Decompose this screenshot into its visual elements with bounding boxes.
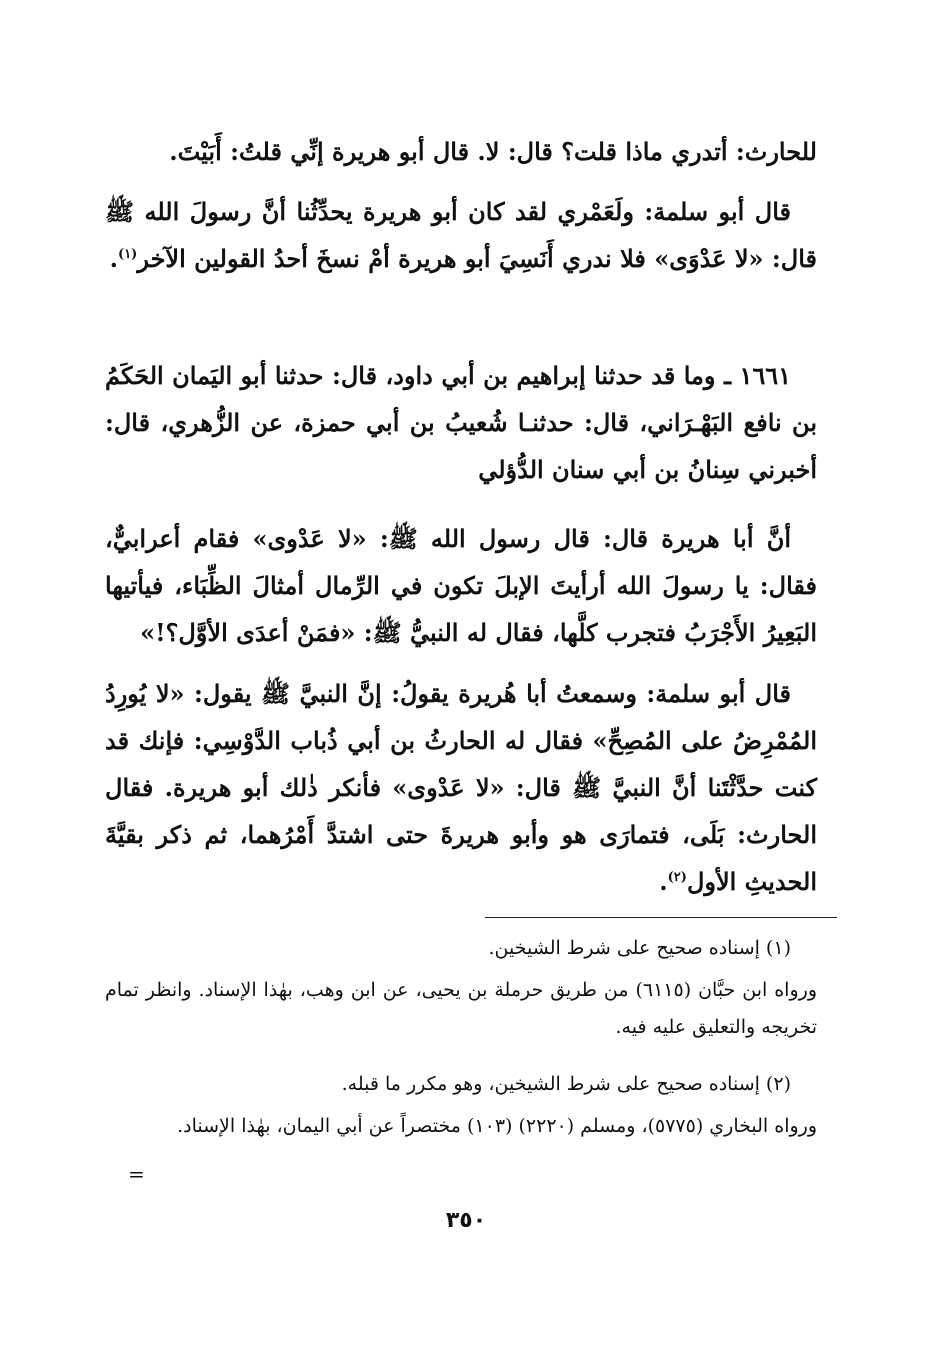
paragraph-1-text: للحارث: أتدري ماذا قلت؟ قال: لا. قال أبو هريرة إنِّي قلتُ: أَبَيْتَ. [169,137,817,166]
paragraph-2-text: قال أبو سلمة: ولَعَمْري لقد كان أبو هريرة يحدِّثُنا أنَّ رسولَ الله ﷺ قال: «لا عَدْوَى» فلا ندري أَنَسِيَ أبو هريرة أمْ نسخَ أحدُ القولين الآخر [105,197,817,273]
paragraph-4-text: أنَّ أبا هريرة قال: قال رسول الله ﷺ: «لا عَدْوى» فقام أعرابيٌّ، فقال: يا رسولَ الله أرأيتَ الإبلَ تكون في الرِّمال أمثالَ الظِّبَاء، فيأتيها البَعِيرُ الأَجْرَبُ فتجرب كلَّها، فقال له النبيُّ ﷺ: «فمَنْ أعدَى الأوَّل؟!» [105,524,817,647]
footnote-1-text: (١) إسناده صحيح على شرط الشيخين. [488,937,791,959]
footnote-2-detail [105,1108,817,1145]
paragraph-2: قال أبو سلمة: ولَعَمْري لقد كان أبو هريرة يحدِّثُنا أنَّ رسولَ الله ﷺ قال: «لا عَدْوَى» فلا ندري أَنَسِيَ أبو هريرة أمْ نسخَ أحدُ القولين الآخر$^{(١)}$. [105,197,817,273]
footnote-ref-2: (٢) [667,870,687,885]
paragraph-hadith-1661 [105,352,817,493]
footnote-2 [105,1066,817,1103]
paragraph-3-text: ١٦٦١ ـ وما قد حدثنا إبراهيم بن أبي داود، قال: حدثنا أبو اليَمان الحَكَمُ بن نافع البَهْـرَاني، قال: حدثنـا شُعيبُ بن أبي حمزة، عن الزُّهري، قال: أخبرني سِنانُ بن أبي سنان الدُّؤلي [105,361,817,484]
footnote-ref-1: (١) [118,247,138,262]
page-number: ٣٥٠ [445,1208,487,1233]
paragraph-5-text: قال أبو سلمة: وسمعتُ أبا هُريرة يقولُ: إنَّ النبيَّ ﷺ يقول: «لا يُورِدُ المُمْرِضُ على المُصِحِّ» فقال له الحارثُ بن أبي ذُباب الدَّوْسِي: فإنك قد كنت حدَّثْتَنا أنَّ النبيَّ ﷺ قال: «لا عَدْوى» فأنكر ذٰلك أبو هريرة. فقال الحارث: بَلَى، فتمارَى هو وأبو هريرةَ حتى اشتدَّ أَمْرُهما، ثم ذكر بقيَّةَ الحديثِ الأول [105,679,817,896]
paragraph-1 [105,128,817,175]
footnote-1-detail [105,972,817,1046]
footnote-1-detail-text: ورواه ابن حبَّان (٦١١٥) من طريق حرملة بن يحيى، عن ابن وهب، بهٰذا الإسناد. وانظر تمام تخريجه والتعليق عليه فيه. [105,979,817,1038]
paragraph-5: قال أبو سلمة: وسمعتُ أبا هُريرة يقولُ: إنَّ النبيَّ ﷺ يقول: «لا يُورِدُ المُمْرِضُ على المُصِحِّ» فقال له الحارثُ بن أبي ذُباب الدَّوْسِي: فإنك قد كنت حدَّثْتَنا أنَّ النبيَّ ﷺ قال: «لا عَدْوى» فأنكر ذٰلك أبو هريرة. فقال الحارث: بَلَى، فتمارَى هو وأبو هريرةَ حتى اشتدَّ أَمْرُهما، ثم ذكر بقيَّةَ الحديثِ الأول$^{(٢)}$. [105,679,817,896]
footnote-2-text: (٢) إسناده صحيح على شرط الشيخين، وهو مكرر ما قبله. [341,1073,791,1095]
footnote-divider [485,917,837,918]
continuation-mark: = [128,1162,145,1186]
footnote-1 [105,930,817,967]
footnote-2-detail-text: ورواه البخاري (٥٧٧٥)، ومسلم (٢٢٢٠) (١٠٣) مختصراً عن أبي اليمان، بهٰذا الإسناد. [177,1115,817,1137]
paragraph-4 [105,515,817,656]
